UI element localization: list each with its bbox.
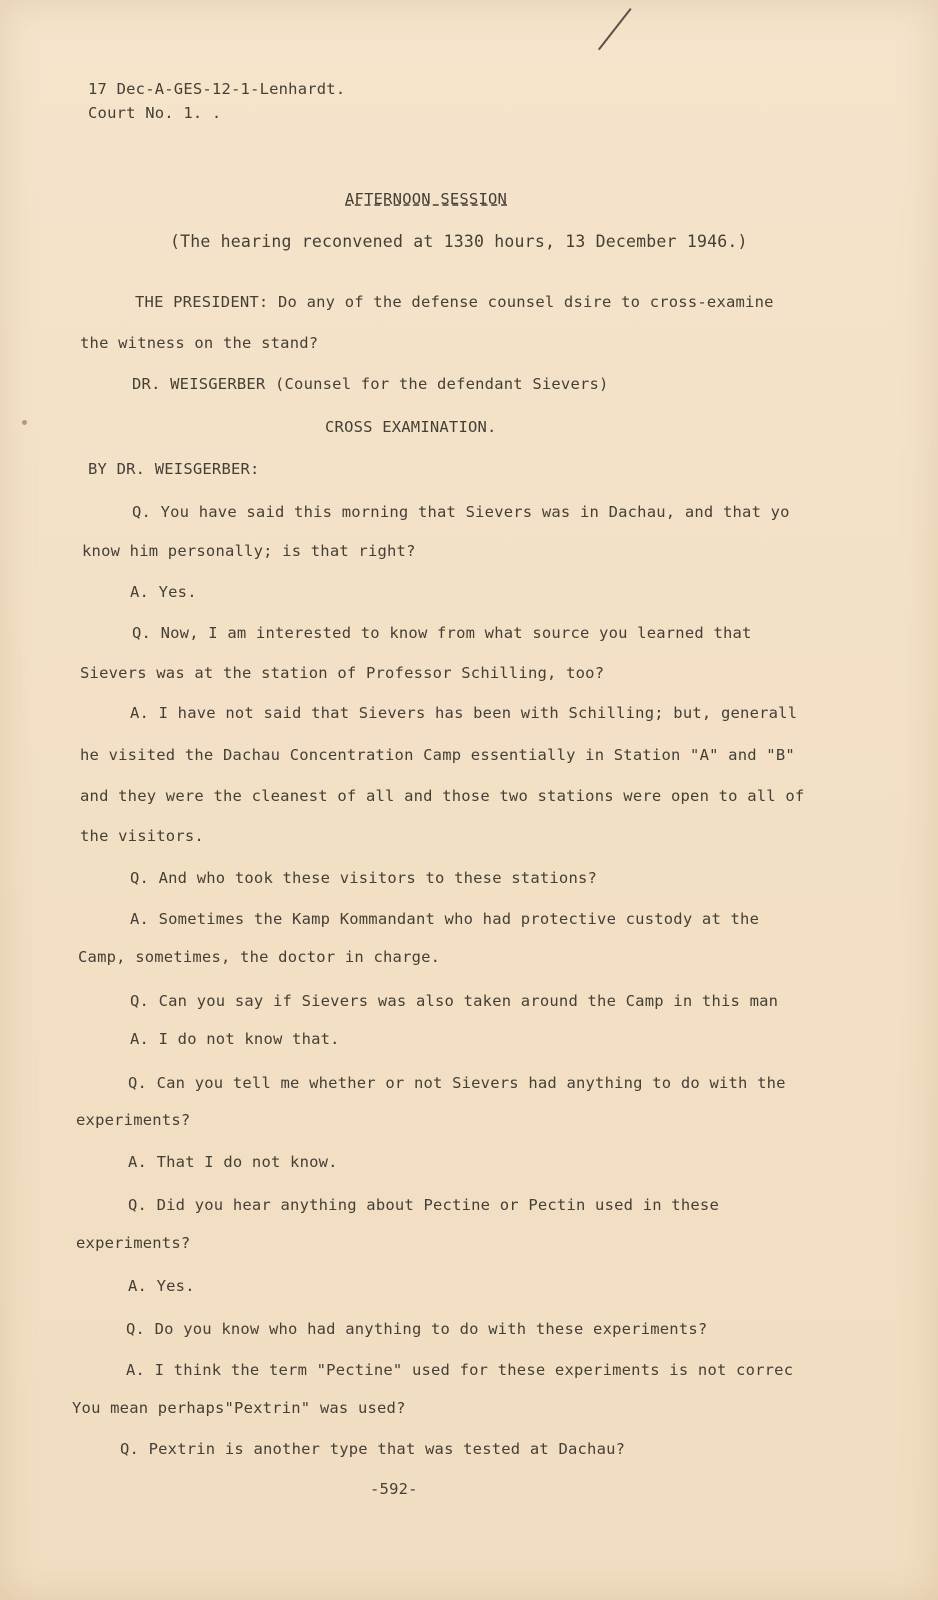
transcript-line: experiments? xyxy=(76,1111,191,1129)
transcript-line: experiments? xyxy=(76,1234,191,1252)
session-title: AFTERNOON SESSION xyxy=(345,190,508,208)
pencil-mark xyxy=(598,8,632,50)
president-line-1: THE PRESIDENT: Do any of the defense counsel dsire to cross-examine xyxy=(135,293,774,311)
cross-examination-heading: CROSS EXAMINATION. xyxy=(325,418,497,436)
transcript-line: Q. You have said this morning that Sievers was in Dachau, and that yo xyxy=(132,503,790,521)
transcript-line: and they were the cleanest of all and those two stations were open to all of xyxy=(80,787,805,805)
transcript-line: Q. Can you say if Sievers was also taken around the Camp in this man xyxy=(130,992,779,1010)
transcript-line: Q. Can you tell me whether or not Sievers had anything to do with the xyxy=(128,1074,786,1092)
transcript-line: the visitors. xyxy=(80,827,204,845)
examiner-line: BY DR. WEISGERBER: xyxy=(88,460,260,478)
court-number: Court No. 1. . xyxy=(88,104,222,122)
transcript-line: Q. Pextrin is another type that was tested at Dachau? xyxy=(120,1440,626,1458)
transcript-line: A. That I do not know. xyxy=(128,1153,338,1171)
transcript-line: A. I have not said that Sievers has been with Schilling; but, generall xyxy=(130,704,798,722)
counsel-line: DR. WEISGERBER (Counsel for the defendant Sievers) xyxy=(132,375,609,393)
president-line-2: the witness on the stand? xyxy=(80,334,319,352)
transcript-line: he visited the Dachau Concentration Camp essentially in Station "A" and "B" xyxy=(80,746,795,764)
transcript-line: A. Sometimes the Kamp Kommandant who had protective custody at the xyxy=(130,910,760,928)
transcript-line: Sievers was at the station of Professor Schilling, too? xyxy=(80,664,605,682)
transcript-line: A. I think the term "Pectine" used for these experiments is not correc xyxy=(126,1361,794,1379)
transcript-line: A. Yes. xyxy=(130,583,197,601)
transcript-line: know him personally; is that right? xyxy=(82,542,416,560)
transcript-line: Camp, sometimes, the doctor in charge. xyxy=(78,948,441,966)
transcript-line: You mean perhaps"Pextrin" was used? xyxy=(72,1399,406,1417)
transcript-line: A. I do not know that. xyxy=(130,1030,340,1048)
reconvene-note: (The hearing reconvened at 1330 hours, 13 December 1946.) xyxy=(170,232,748,251)
transcript-line: Q. Did you hear anything about Pectine or Pectin used in these xyxy=(128,1196,719,1214)
transcript-line: A. Yes. xyxy=(128,1277,195,1295)
transcript-line: Q. Do you know who had anything to do with these experiments? xyxy=(126,1320,708,1338)
paper-speck xyxy=(22,420,27,425)
transcript-line: Q. And who took these visitors to these stations? xyxy=(130,869,598,887)
file-reference: 17 Dec-A-GES-12-1-Lenhardt. xyxy=(88,80,346,98)
transcript-line: Q. Now, I am interested to know from what source you learned that xyxy=(132,624,752,642)
page-number: -592- xyxy=(370,1480,418,1498)
